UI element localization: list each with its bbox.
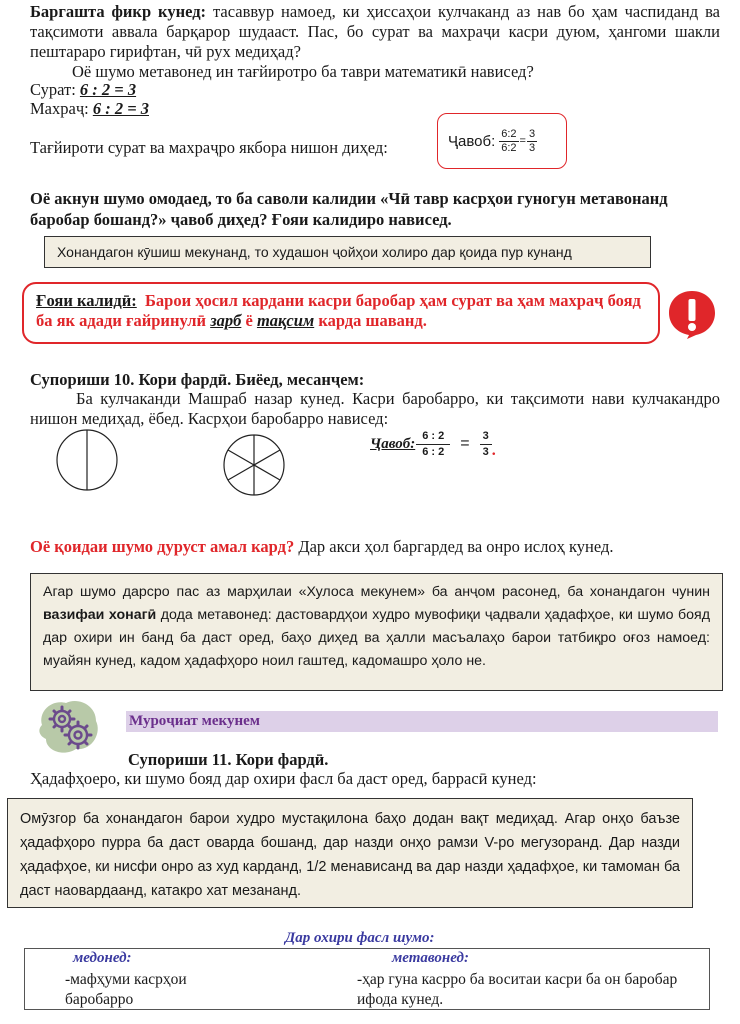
intro-paragraph [30,2,720,62]
col-know-item: -мафҳуми касрҳои баробарро [65,971,187,1008]
check-rule-text: Дар акси ҳол баргардед ва онро ислоҳ кунед. [294,537,614,556]
key-idea-text-1: Барои ҳосил кардани касри баробар ҳам сурат ва ҳам махраҷ бояд ба як адади ғайринулӣ [36,291,641,330]
refer-bar [126,711,718,732]
student-answer-box [44,236,651,268]
check-rule-question: Оё қоидаи шумо дуруст амал кард? [30,537,295,556]
intro-question: Оё шумо метавонед ин тағйиротро ба таври математикӣ нависед? [72,62,534,81]
teacher-note-box [7,798,693,908]
homework-note-box [30,573,723,691]
homework-note-bold: вазифаи хонагӣ [43,607,157,623]
task10-answer [370,428,496,460]
gears-icon [34,695,104,757]
task10-result-num: 3 [480,431,492,445]
task10-result [480,431,492,458]
key-idea-word-or: ё [245,311,253,330]
answer-result-num: 3 [528,127,536,140]
numerator-line [30,80,136,100]
task10-equals: = [460,435,470,452]
numerator-label: Сурат: [30,80,76,99]
numerator-expression: 6 : 2 = 3 [79,80,137,99]
task11-text: Ҳадафҳоеро, ки шумо бояд дар охири фасл ба даст оред, баррасӣ кунед: [30,769,537,788]
task10-title: Супориши 10. Кори фардӣ. Биёед, месанҷем: [30,370,365,389]
denominator-expression: 6 : 2 = 3 [92,99,149,118]
denominator-line [30,99,149,119]
answer-fraction-1 [499,129,518,154]
denominator-label: Махраҷ: [30,99,89,118]
task10-fraction-num: 6 : 2 [416,431,450,445]
student-answer-text: Хонандагон кӯшиш мекунанд, то худашон ҷойҳои холиро дар қоида пур кунанд [57,244,572,260]
check-rule [30,537,613,557]
show-change-text: Тағйироти сурат ва махраҷро якбора нишон диҳед: [30,138,388,157]
intro-text: тасаввур намоед, ки ҳиссаҳои кулчаканд аз нав бо ҳам часпиданд ва тақсимоти аввала барқарор шудааст. Пас, бо сурат ва махраҷи касри дуюм, ҳангоми шакли пештараро гирифтан, чӣ рух медиҳад? [30,2,720,61]
answer-result-1 [527,129,537,154]
col-know-header: медонед: [73,950,132,966]
answer-fraction-den: 6:2 [501,141,517,154]
answer-equals-1: = [519,135,526,147]
task10-fraction [416,431,450,458]
key-question: Оё акнун шумо омодаед, то ба саволи калидии «Чӣ тавр касрҳои гуногун метавонанд баробар бошанд?» ҷавоб диҳед? Ғояи калидиро нависед. [30,189,668,229]
refer-title: Муроҷиат мекунем [129,713,260,729]
key-idea-box [22,282,660,344]
task11-title: Супориши 11. Кори фардӣ. [128,750,329,769]
circle-sixths [222,433,286,497]
end-of-chapter-table [24,948,710,1010]
intro-lead: Баргашта фикр кунед: [30,2,207,21]
exclamation-icon [667,289,717,339]
answer-result-den: 3 [528,141,536,154]
answer-fraction-num: 6:2 [501,127,517,140]
teacher-note-text: Омӯзгор ба хонандагон барои худро мустақилона баҳо додан вақт медиҳад. Агар онҳо баъзе ҳадафҳоро пурра ба даст оварда бошанд, дар назди онҳо рамзи V-ро мегузоранд. Дар назди ҳадафҳое, ки нисфи онро аз худ карданд, 1/2 менависанд ва дар назди ҳадафҳое, ки тамоман ба даст наовардаанд, катакро хат мезананд. [20,811,680,899]
homework-note-text-2: дода метавонед: дастовардҳои худро мувофиқи ҷадвали ҳадафҳое, ки шумо бояд дар охири ин банд ба даст оред, баҳо диҳед ва ҳалли масъалаҳо барои татбиқро оғоз намоед: муайян кунед, кадом ҳадафҳоро ноил гаштед, кадомашро ҳоло не. [43,607,710,669]
task10-period: . [491,442,496,459]
task10-result-den: 3 [482,445,489,458]
col-can-header: метавонед: [392,950,469,966]
key-idea-text-2: карда шаванд. [318,311,427,330]
task10-fraction-den: 6 : 2 [422,445,445,458]
task10-text: Ба кулчаканди Машраб назар кунед. Касри баробарро, ки тақсимоти нави кулчакандро нишон медиҳад, ёбед. Касрҳои баробарро нависед: [30,389,720,428]
answer-box-1 [437,113,567,169]
key-idea-text [36,291,646,331]
key-idea-word-mult: зарб [210,311,242,330]
key-idea-label: Ғояи калидӣ: [36,291,137,310]
end-of-chapter-title: Дар охири фасл шумо: [285,930,435,946]
answer-label-1: Ҷавоб: [448,132,496,150]
homework-note-text-1: Агар шумо дарсро пас аз марҳилаи «Хулоса мекунем» ба анҷом расонед, ба хонандагон чунин [43,584,710,600]
circle-halves [55,428,119,492]
task10-answer-label: Ҷавоб: [370,435,416,452]
col-can-item: -ҳар гуна касрро ба воситаи касри ба он баробар ифода кунед. [357,971,678,1008]
key-idea-word-div: тақсим [256,311,315,330]
